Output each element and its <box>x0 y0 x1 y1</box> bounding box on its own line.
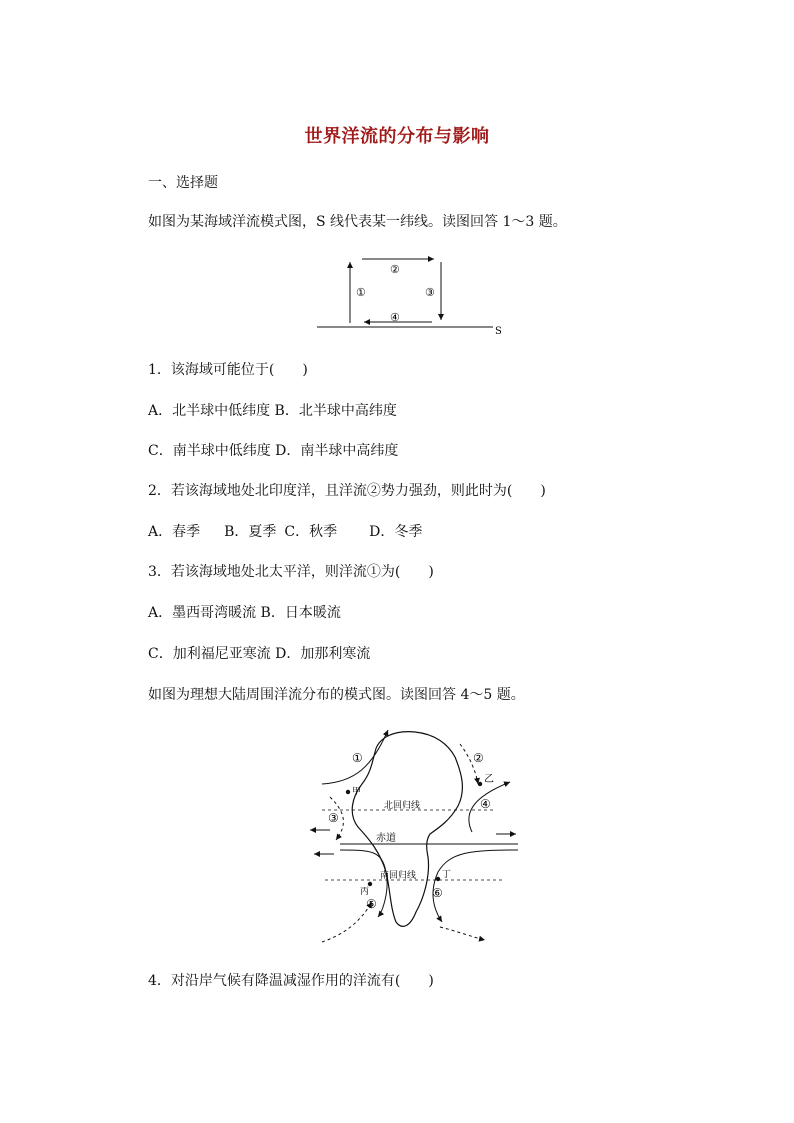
label-ding: 丁 <box>442 870 452 880</box>
question-2-options <box>148 523 422 541</box>
point-yi <box>478 782 482 786</box>
question-4-stem: 4．对沿岸气候有降温减湿作用的洋流有( ) <box>148 973 434 989</box>
question-1-options-ab: A．北半球中低纬度 B．北半球中高纬度 <box>148 403 397 419</box>
current-6-path <box>440 927 485 940</box>
label-s: S <box>495 326 502 337</box>
question-2-stem: 2．若该海域地处北印度洋，且洋流②势力强劲，则此时为( ) <box>148 483 546 499</box>
option-d: D．冬季 <box>369 524 423 540</box>
intro-text-2: 如图为理想大陆周围洋流分布的模式图。读图回答 4～5 题。 <box>148 687 525 703</box>
figure-idealized-continent <box>300 722 530 952</box>
label-bing: 丙 <box>360 887 370 897</box>
label-north-tropic: 北回归线 <box>384 801 421 811</box>
label-n4: ④ <box>480 797 491 811</box>
label-4: ④ <box>390 311 400 324</box>
label-1: ① <box>356 286 366 299</box>
label-n3: ③ <box>328 811 339 825</box>
question-3-options-ab: A．墨西哥湾暖流 B．日本暖流 <box>148 605 341 621</box>
option-a: A．春季 <box>148 524 201 540</box>
intro-text-1: 如图为某海域洋流模式图，S 线代表某一纬线。读图回答 1～3 题。 <box>148 214 567 230</box>
label-n6: ⑥ <box>432 886 443 900</box>
label-jia: 甲 <box>352 787 362 797</box>
section-heading: 一、选择题 <box>148 175 218 191</box>
question-1-stem: 1．该海域可能位于( ) <box>148 362 308 378</box>
label-equator: 赤道 <box>376 833 396 844</box>
label-south-tropic: 南回归线 <box>380 871 417 881</box>
label-n1: ① <box>352 751 363 765</box>
figure-ocean-current-model <box>310 250 510 340</box>
label-n5: ⑤ <box>366 897 377 911</box>
option-b: B．夏季 <box>224 524 277 540</box>
page-title: 世界洋流的分布与影响 <box>304 126 490 147</box>
label-2: ② <box>390 263 400 276</box>
label-yi: 乙 <box>484 774 494 785</box>
label-3: ③ <box>425 286 435 299</box>
question-1-options-cd: C．南半球中低纬度 D．南半球中高纬度 <box>148 443 399 459</box>
counter-current-right <box>433 850 518 922</box>
question-3-options-cd: C．加利福尼亚寒流 D．加那利寒流 <box>148 646 371 662</box>
point-jia <box>346 790 350 794</box>
option-c: C．秋季 <box>284 524 338 540</box>
counter-current-left <box>340 850 387 917</box>
point-bing <box>368 882 372 886</box>
current-5-path <box>322 902 372 942</box>
question-3-stem: 3．若该海域地处北太平洋，则洋流①为( ) <box>148 564 434 580</box>
point-ding <box>436 877 440 881</box>
label-n2: ② <box>473 751 484 765</box>
